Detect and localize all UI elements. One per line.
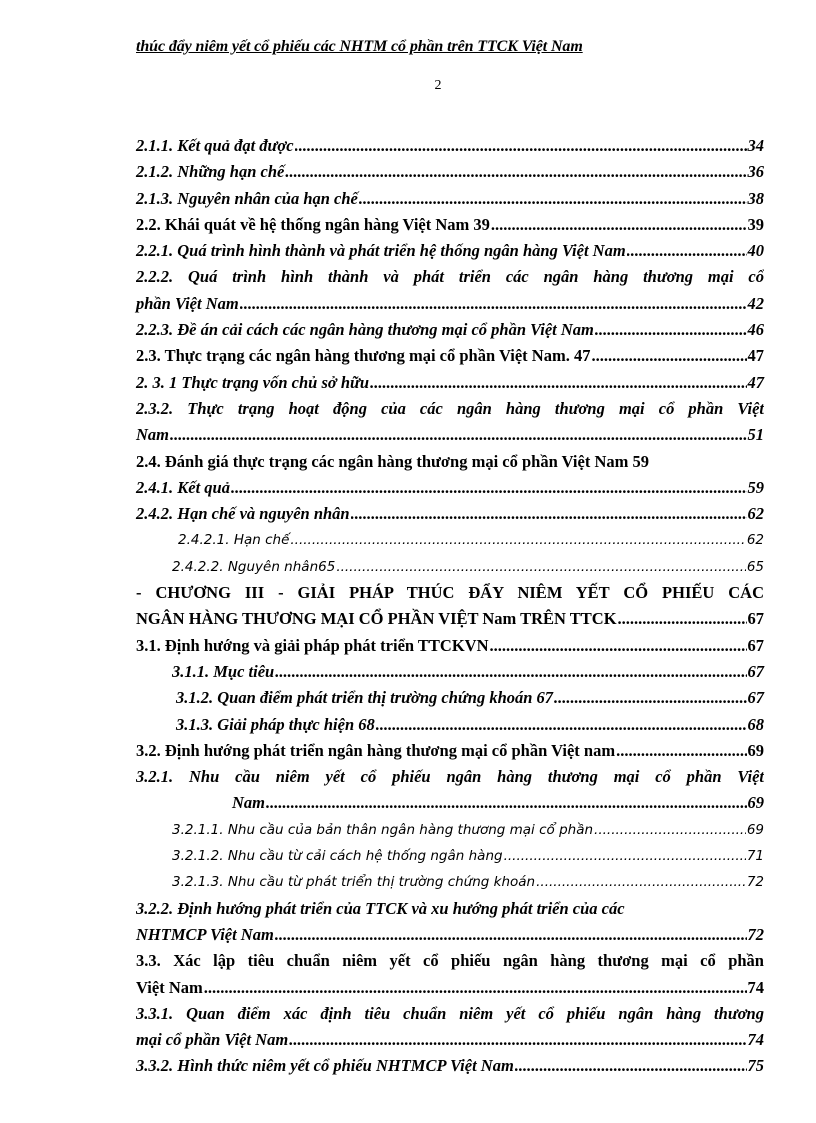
toc-entry-2-1-3[interactable] [136, 186, 764, 212]
toc-entry-2-4[interactable] [136, 449, 764, 475]
toc-page: 68 [747, 714, 764, 734]
toc-page: 47 [747, 372, 764, 392]
toc-entry-2-1-2[interactable] [136, 159, 764, 185]
toc-entry-3-1-1[interactable] [136, 659, 764, 685]
toc-page: 62 [747, 504, 764, 524]
toc-title: 2.4.2. Hạn chế và nguyên nhân [136, 504, 350, 524]
toc-title: 3.2.1.3. Nhu cầu từ phát triển thị trường chứng khoán [172, 874, 536, 891]
toc-entry-2-4-2-2[interactable] [136, 554, 764, 580]
toc-page: 42 [747, 293, 764, 313]
toc-entry-3-2-2[interactable] [136, 896, 764, 949]
toc-title-line-2: NGÂN HÀNG THƯƠNG MẠI CỔ PHẦN VIỆT Nam TRÊN TTCK [136, 609, 617, 629]
toc-entry-2-3-1[interactable] [136, 370, 764, 396]
toc-title: 2.1.2. Những hạn chế [136, 162, 285, 182]
toc-entry-2-4-2-1[interactable] [136, 527, 764, 553]
toc-title: 3.1.3. Giải pháp thực hiện 68 [176, 714, 375, 734]
toc-page: 46 [747, 320, 764, 340]
toc-entry-2-4-2[interactable] [136, 501, 764, 527]
toc-title-line-2: Việt Nam [136, 977, 203, 997]
toc-entry-2-2-1[interactable] [136, 238, 764, 264]
toc-title-line-1: 2.3.2. Thực trạng hoạt động của các ngân hàng thương mại cổ phần Việt [136, 398, 764, 418]
toc-title-line-1: - CHƯƠNG III - GIẢI PHÁP THÚC ĐẨY NIÊM YẾT CỔ PHIẾU CÁC [136, 583, 764, 603]
toc-title-line-1: 3.3.1. Quan điểm xác định tiêu chuẩn niêm yết cổ phiếu ngân hàng thương [136, 1003, 764, 1023]
toc-entry-3-1[interactable] [136, 633, 764, 659]
toc-page: 67 [747, 635, 764, 655]
toc-page: 69 [747, 740, 764, 760]
toc-entry-2-3-2[interactable] [136, 396, 764, 449]
toc-page: 72 [747, 924, 764, 944]
toc-title-line-1: 2.2.2. Quá trình hình thành và phát triển các ngân hàng thương mại cổ [136, 267, 764, 287]
toc-entry-3-2-1[interactable] [136, 764, 764, 817]
toc-page: 34 [747, 136, 764, 155]
toc-title: 2.1.3. Nguyên nhân của hạn chế [136, 188, 358, 208]
toc-entry-3-2[interactable] [136, 738, 764, 764]
toc-title: 3.1.2. Quan điểm phát triển thị trường chứng khoán 67 [176, 688, 554, 708]
toc-title: 2.4.1. Kết quả [136, 477, 230, 497]
toc-title: 2.2.3. Đề án cải cách các ngân hàng thương mại cổ phần Việt Nam [136, 320, 594, 340]
toc-entry-3-1-3[interactable] [136, 712, 764, 738]
toc-entry-3-3-1[interactable] [136, 1001, 764, 1054]
toc-page: 59 [747, 477, 764, 497]
toc-title-line-1: 3.2.1. Nhu cầu niêm yết cổ phiếu ngân hàng thương mại cổ phần Việt [136, 767, 764, 787]
toc-entry-2-2-3[interactable] [136, 317, 764, 343]
toc-page: 72 [746, 874, 764, 891]
toc-page: 69 [747, 793, 764, 813]
toc-entry-3-2-1-1[interactable] [136, 817, 764, 843]
toc-page: 40 [747, 241, 764, 261]
toc-page: 67 [747, 688, 764, 708]
toc-title-line-2: mại cổ phần Việt Nam [136, 1030, 289, 1050]
toc-entry-3-3-2[interactable] [136, 1053, 764, 1079]
toc-title: 2.4.2.2. Nguyên nhân65 [172, 558, 336, 575]
toc-entry-3-3[interactable] [136, 948, 764, 1001]
toc-title-line-1: 3.2.2. Định hướng phát triển của TTCK và xu hướng phát triển của các [136, 898, 625, 918]
running-header: thúc đẩy niêm yết cổ phiếu các NHTM cổ phần trên TTCK Việt Nam [136, 38, 583, 55]
toc-title: 3.1. Định hướng và giải pháp phát triển TTCKVN [136, 635, 489, 655]
toc-title: 2. 3. 1 Thực trạng vốn chủ sở hữu [136, 372, 370, 392]
toc-page: 65 [746, 558, 764, 575]
toc-page: 39 [747, 214, 764, 234]
toc-page: 69 [746, 821, 764, 838]
toc-entry-2-2[interactable] [136, 212, 764, 238]
toc-title: 2.3. Thực trạng các ngân hàng thương mại cổ phần Việt Nam. 47 [136, 346, 591, 366]
toc-entry-2-1-1[interactable] [136, 133, 764, 159]
toc-page: 51 [747, 425, 764, 445]
toc-page: 67 [747, 661, 764, 681]
toc-entry-3-2-1-2[interactable] [136, 843, 764, 869]
toc-title-line-2: NHTMCP Việt Nam [136, 924, 274, 944]
page-number: 2 [434, 78, 442, 93]
toc-title: 3.1.1. Mục tiêu [172, 661, 275, 681]
toc-page: 38 [747, 188, 764, 208]
toc-page: 75 [747, 1056, 764, 1076]
toc-entry-2-4-1[interactable] [136, 475, 764, 501]
table-of-contents [136, 133, 764, 1080]
toc-title: 2.4.2.1. Hạn chế [178, 532, 290, 549]
toc-page: 67 [747, 609, 764, 629]
toc-title: 2.2.1. Quá trình hình thành và phát triển hệ thống ngân hàng Việt Nam [136, 241, 626, 261]
toc-title-line-1: 3.3. Xác lập tiêu chuẩn niêm yết cổ phiếu ngân hàng thương mại cổ phần [136, 951, 764, 971]
toc-title: 2.4. Đánh giá thực trạng các ngân hàng thương mại cổ phần Việt Nam 59 [136, 451, 649, 471]
toc-entry-2-2-2[interactable] [136, 264, 764, 317]
toc-title: 2.2. Khái quát về hệ thống ngân hàng Việt Nam 39 [136, 214, 490, 234]
toc-title: 2.1.1. Kết quả đạt được [136, 136, 294, 155]
toc-title: 3.3.2. Hình thức niêm yết cổ phiếu NHTMCP Việt Nam [136, 1056, 514, 1076]
toc-page: 74 [747, 977, 764, 997]
toc-page: 62 [746, 532, 764, 549]
toc-entry-2-3[interactable] [136, 343, 764, 369]
toc-entry-3-1-2[interactable] [136, 685, 764, 711]
toc-page: 47 [747, 346, 764, 366]
toc-entry-3-2-1-3[interactable] [136, 869, 764, 895]
toc-title: 3.2.1.2. Nhu cầu từ cải cách hệ thống ngân hàng [172, 848, 503, 865]
toc-title: 3.2. Định hướng phát triển ngân hàng thương mại cổ phần Việt nam [136, 740, 616, 760]
toc-page: 74 [747, 1030, 764, 1050]
toc-title-line-2: phần Việt Nam [136, 293, 239, 313]
toc-entry-chapter-3[interactable] [136, 580, 764, 633]
toc-title-line-2: Nam [136, 425, 169, 445]
toc-page: 36 [747, 162, 764, 182]
toc-page: 71 [746, 848, 764, 865]
toc-title-line-2: Nam [232, 793, 265, 813]
toc-title: 3.2.1.1. Nhu cầu của bản thân ngân hàng thương mại cổ phần [172, 821, 594, 838]
